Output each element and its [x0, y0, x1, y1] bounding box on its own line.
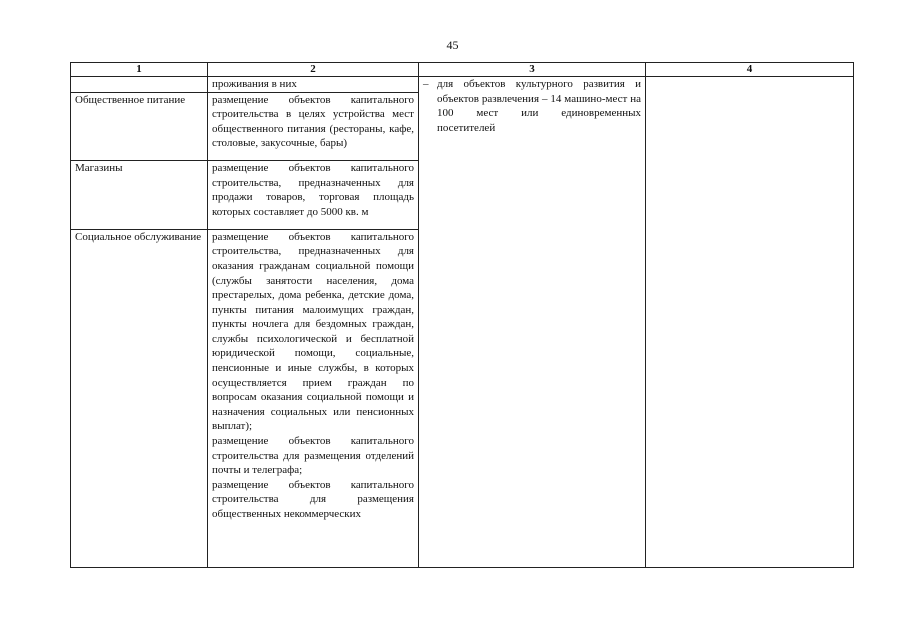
- header-col-1: 1: [71, 63, 208, 77]
- row-1-description: размещение объектов капитального строительства в целях устройства мест общественного питания (рестораны, кафе, столовые, закусочные, бары): [208, 92, 419, 161]
- row-3-paragraph: размещение объектов капитального строительства для размещения общественных некоммерческих: [212, 478, 414, 520]
- regulations-table: [70, 62, 854, 568]
- row-1-use-type: Общественное питание: [71, 92, 208, 161]
- header-col-4: 4: [646, 63, 854, 77]
- parking-requirement-text: для объектов культурного развития и объектов развлечения – 14 машино-мест на 100 мест или единовременных посетителей: [437, 78, 641, 134]
- page-number: 45: [446, 38, 459, 52]
- header-col-2: 2: [208, 63, 419, 77]
- header-col-3: 3: [419, 63, 646, 77]
- dash-bullet: –: [423, 78, 429, 90]
- row-2-use-type: Магазины: [71, 161, 208, 230]
- table-header-row: [71, 63, 854, 77]
- row-3-paragraph: размещение объектов капитального строительства, предназначенных для оказания гражданам социальной помощи (службы занятости населения, дома престарелых, дома ребенка, детские дома, пункты питания малоимущих граждан, пункты ночлега для бездомных граждан, службы психологической и бесплатной юридической помощи, социальные, пенсионные и иные службы, в которых осуществляется прием граждан по вопросам оказания социальной помощи и назначения социальных или пенсионных выплат);: [212, 230, 414, 433]
- row-2-description: размещение объектов капитального строительства, предназначенных для продажи товаров, торговая площадь которых составляет до 5000 кв. м: [208, 161, 419, 230]
- row-0-use-type: [71, 77, 208, 93]
- parking-requirement-cell: [419, 77, 646, 568]
- row-3-paragraph: размещение объектов капитального строительства для размещения отделений почты и телеграфа;: [212, 435, 414, 477]
- parking-requirement-item: [423, 77, 641, 135]
- row-3-description: [208, 229, 419, 567]
- table-row: [71, 77, 854, 93]
- row-0-description: проживания в них: [208, 77, 419, 93]
- row-3-use-type: Социальное обслуживание: [71, 229, 208, 567]
- notes-cell: [646, 77, 854, 568]
